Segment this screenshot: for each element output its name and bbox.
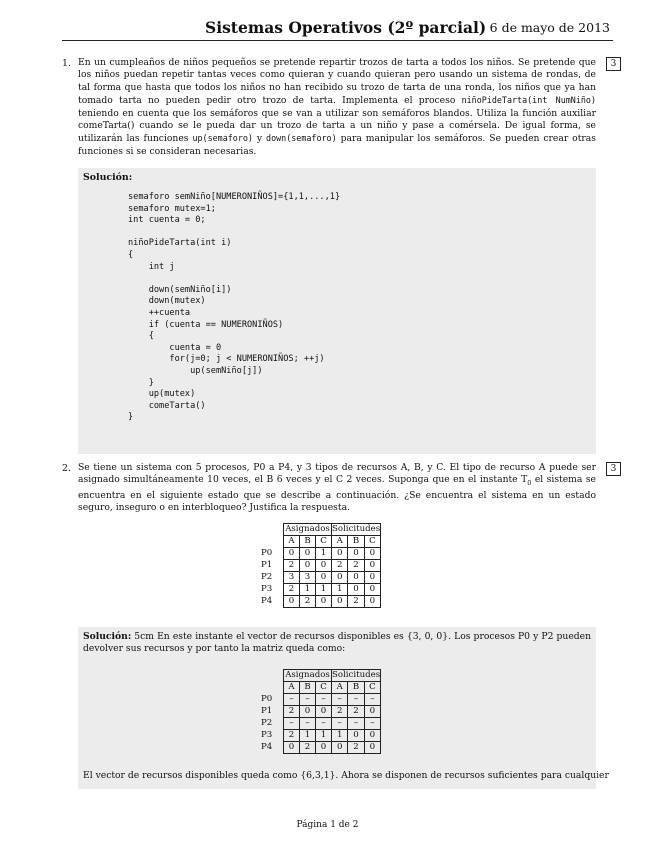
header-rule: [62, 40, 613, 41]
table-cell: 0: [364, 706, 380, 718]
row-label: P3: [259, 730, 284, 742]
table-cell: 0: [364, 742, 380, 754]
table-cell: 0: [364, 596, 380, 608]
table-col-header: C: [316, 536, 332, 548]
table-row: [259, 718, 381, 730]
table-group-solicitudes: Solicitudes: [332, 524, 381, 534]
table-cell: 2: [332, 706, 348, 718]
table-cell: 2: [284, 706, 300, 718]
question-1-code-proc: niñoPideTarta(int NumNiño): [461, 95, 596, 106]
table-cell: 2: [348, 706, 364, 718]
table-cell: 2: [348, 742, 364, 754]
question-2-number: 2.: [62, 463, 71, 474]
table-cell: 3: [284, 572, 300, 584]
row-label: P1: [259, 706, 284, 718]
table-col-header: A: [284, 536, 300, 548]
question-2-text-a: Se tiene un sistema con 5 procesos, P0 a P4, y 3 tipos de recursos A, B, y C. El tipo de recurso A puede ser asignado simultáneamente 10 veces, el B 6 veces y el C 2 veces. Suponga que en el instante T: [78, 462, 596, 486]
table-cell: 0: [316, 742, 332, 754]
table-col-header: A: [332, 536, 348, 548]
question-1-text-a: En un cumpleaños de niños pequeños se pretende repartir trozos de tarta a todos los niños. Se pretende que los niños puedan repetir tantas veces como quieran y cuando quieran pero usando un sistema de rondas, de tal forma que hasta que todos los niños no han recibido su trozo de tarta de una ronda, los niños que ya han tomado tarta no pueden pedir otro trozo de tarta. Implementa el proceso: [78, 57, 596, 107]
question-2-solution-text: 5cm En este instante el vector de recursos disponibles es {3, 0, 0}. Los procesos P0 y P2 pueden devolver sus recursos y por tanto la matriz queda como:: [83, 631, 591, 655]
table-cell: 1: [332, 730, 348, 742]
table-cell: 0: [316, 596, 332, 608]
row-label: P2: [259, 718, 284, 730]
table-col-header: A: [332, 682, 348, 694]
table-cell: 2: [348, 560, 364, 572]
question-1-code-down: down(semaforo): [266, 133, 337, 144]
table-cell: 2: [284, 560, 300, 572]
table-cell: –: [300, 694, 316, 706]
question-1-solution-code: semaforo semNiño[NUMERONIÑOS]={1,1,...,1} semaforo mutex=1; int cuenta = 0; niñoPideTarta(int i) { int j down(semNiño[i]) down(mutex) ++cuenta if (cuenta == NUMERONIÑOS) { cuenta = 0 for(j=0; j < NUMERONIÑOS; ++j) up(semNiño[j]) } up(mutex) comeTarta() }: [128, 192, 341, 423]
table-cell: 2: [300, 596, 316, 608]
table-cell: 0: [364, 560, 380, 572]
resource-table-initial: [259, 523, 381, 608]
question-2-closing-text: El vector de recursos disponibles queda como {6,3,1}. Ahora se disponen de recursos suficientes para cualquier: [83, 770, 609, 781]
question-1-text-d: para manipular los semáforos. Se pueden crear otras funciones si se consideran necesarias.: [78, 133, 596, 157]
table-row: [259, 548, 381, 560]
table-col-header: B: [300, 536, 316, 548]
table-cell: 2: [284, 730, 300, 742]
table-cell: 0: [316, 560, 332, 572]
table-col-header: B: [300, 682, 316, 694]
question-1-number: 1.: [62, 58, 71, 69]
table-cell: 0: [300, 706, 316, 718]
table-cell: 1: [332, 584, 348, 596]
table-cell: 0: [364, 572, 380, 584]
table-cell: 0: [364, 584, 380, 596]
table-cell: –: [316, 694, 332, 706]
table-cell: 0: [364, 730, 380, 742]
table-cell: 0: [332, 548, 348, 560]
table-cell: –: [348, 718, 364, 730]
document-date: 6 de mayo de 2013: [489, 20, 610, 35]
question-1-solution-label: Solución:: [83, 172, 133, 183]
table-cell: 2: [348, 596, 364, 608]
table-group-asignados: Asignados: [285, 524, 330, 534]
row-label: P1: [259, 560, 284, 572]
question-2-t-subscript: 0: [527, 479, 532, 488]
table-cell: 0: [300, 560, 316, 572]
table-cell: 1: [316, 548, 332, 560]
page-footer: Página 1 de 2: [296, 820, 359, 830]
table-cell: 0: [348, 730, 364, 742]
question-2-points: 3: [606, 462, 621, 476]
question-2-text-b: el sistema se encuentra en el siguiente estado que se describe a continuación. ¿Se encuentra el sistema en un estado seguro, inseguro o en interbloqueo? Justifica la respuesta.: [78, 474, 596, 514]
table-group-asignados: Asignados: [285, 670, 330, 680]
row-label: P0: [259, 694, 284, 706]
table-row: [259, 742, 381, 754]
table-row: [259, 596, 381, 608]
table-cell: 0: [348, 572, 364, 584]
table-cell: –: [364, 718, 380, 730]
table-cell: 1: [300, 584, 316, 596]
row-label: P4: [259, 596, 284, 608]
document-title: Sistemas Operativos (2º parcial): [205, 18, 487, 37]
page-header: [0, 18, 655, 40]
question-1-text: [78, 57, 596, 158]
table-cell: –: [300, 718, 316, 730]
table-col-header: C: [364, 536, 380, 548]
table-cell: –: [332, 718, 348, 730]
table-cell: –: [364, 694, 380, 706]
resource-table-after: [259, 669, 381, 754]
table-cell: 0: [284, 548, 300, 560]
table-cell: 0: [348, 548, 364, 560]
table-cell: –: [332, 694, 348, 706]
table-cell: 1: [316, 730, 332, 742]
table-cell: 1: [316, 584, 332, 596]
table-cell: 0: [316, 572, 332, 584]
table-cell: –: [316, 718, 332, 730]
question-2-solution-box: [78, 627, 609, 789]
question-2-text: [78, 462, 596, 514]
table-col-header: C: [364, 682, 380, 694]
table-col-header: B: [348, 682, 364, 694]
row-label: P0: [259, 548, 284, 560]
question-1-points: 3: [606, 57, 621, 71]
question-1-code-up: up(semaforo): [192, 133, 253, 144]
table-cell: 2: [284, 584, 300, 596]
table-cell: 2: [300, 742, 316, 754]
row-label: P2: [259, 572, 284, 584]
table-group-solicitudes: Solicitudes: [332, 670, 381, 680]
table-col-header: A: [284, 682, 300, 694]
table-cell: –: [284, 718, 300, 730]
table-col-header: B: [348, 536, 364, 548]
table-cell: –: [348, 694, 364, 706]
table-cell: 0: [332, 742, 348, 754]
table-cell: 0: [332, 596, 348, 608]
table-cell: 0: [332, 572, 348, 584]
table-row: [259, 584, 381, 596]
table-cell: 2: [332, 560, 348, 572]
table-cell: 1: [300, 730, 316, 742]
table-cell: –: [284, 694, 300, 706]
question-1-solution-box: [78, 168, 596, 454]
row-label: P3: [259, 584, 284, 596]
question-1-text-b: teniendo en cuenta que los semáforos que se van a utilizar son semáforos blandos. Utiliza la función auxiliar comeTarta() cuando se le pueda dar un trozo de tarta a un niño y pase a comérsela. De igual forma, se utilizarán las funciones: [78, 107, 596, 145]
table-row: [259, 560, 381, 572]
table-cell: 0: [316, 706, 332, 718]
table-cell: 0: [300, 548, 316, 560]
table-cell: 0: [348, 584, 364, 596]
table-cell: 0: [284, 596, 300, 608]
table-row: [259, 730, 381, 742]
table-row: [259, 694, 381, 706]
table-cell: 3: [300, 572, 316, 584]
table-row: [259, 706, 381, 718]
question-1-text-c: y: [252, 133, 267, 145]
question-2-solution-paragraph: [83, 631, 591, 656]
table-col-header: C: [316, 682, 332, 694]
table-cell: 0: [284, 742, 300, 754]
row-label: P4: [259, 742, 284, 754]
table-row: [259, 572, 381, 584]
table-cell: 0: [364, 548, 380, 560]
question-2-solution-label: Solución:: [83, 631, 132, 642]
